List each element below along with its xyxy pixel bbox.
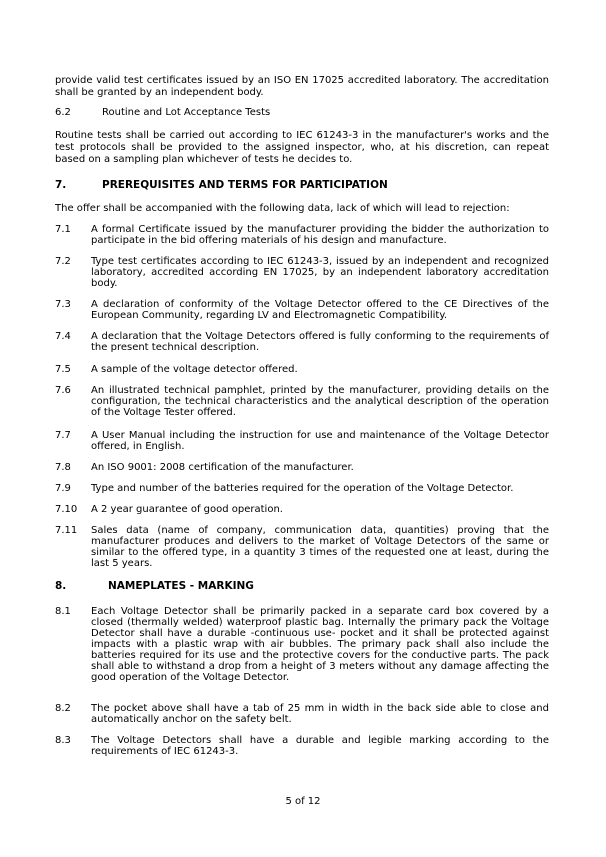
section-6-2-body: Routine tests shall be carried out according to IEC 61243-3 in the manufacturer's works and the test protocols shall be provided to the assigned inspector, who, at his discretion, can repeat based on a sampling plan whichever of tests he decides to. <box>55 130 549 165</box>
item-number: 7.6 <box>55 385 71 396</box>
list-item <box>55 606 549 683</box>
item-number: 7.11 <box>55 525 78 536</box>
list-item <box>55 224 549 246</box>
item-number: 8.3 <box>55 735 71 746</box>
list-item <box>55 331 549 353</box>
list-item <box>55 483 549 494</box>
list-item <box>55 462 549 473</box>
page-number: 5 of 12 <box>285 796 321 807</box>
section-7-heading <box>55 179 388 192</box>
intro-paragraph: provide valid test certificates issued by an ISO EN 17025 accredited laboratory. The accreditation shall be granted by an independent body. <box>55 75 549 98</box>
item-text: A 2 year guarantee of good operation. <box>91 504 283 515</box>
item-text: A formal Certificate issued by the manufacturer providing the bidder the authorization to participate in the bid offering materials of his design and manufacture. <box>91 224 549 246</box>
item-number: 7.9 <box>55 483 71 494</box>
list-item <box>55 256 549 289</box>
item-number: 7.10 <box>55 504 78 515</box>
item-text: An ISO 9001: 2008 certification of the manufacturer. <box>91 462 354 473</box>
item-text: Type test certificates according to IEC 61243-3, issued by an independent and recognized laboratory, accredited according EN 17025, by an independent laboratory accreditation body. <box>91 256 549 289</box>
item-text: Type and number of the batteries required for the operation of the Voltage Detector. <box>91 483 514 494</box>
item-number: 8.2 <box>55 703 71 714</box>
item-text: A sample of the voltage detector offered. <box>91 364 298 375</box>
section-title: NAMEPLATES - MARKING <box>108 580 254 592</box>
section-6-2-heading <box>55 107 270 119</box>
list-item <box>55 703 549 725</box>
section-title: Routine and Lot Acceptance Tests <box>102 107 271 118</box>
item-number: 7.5 <box>55 364 71 375</box>
section-7-intro: The offer shall be accompanied with the following data, lack of which will lead to rejection: <box>55 203 510 214</box>
item-number: 7.8 <box>55 462 71 473</box>
list-item <box>55 735 549 757</box>
item-number: 7.3 <box>55 299 71 310</box>
item-number: 7.2 <box>55 256 71 267</box>
item-text: Sales data (name of company, communication data, quantities) proving that the manufacturer produces and delivers to the market of Voltage Detectors of the same or similar to the offered type, in a quantity 3 times of the requested one at least, during the last 5 years. <box>91 525 549 569</box>
section-title: PREREQUISITES AND TERMS FOR PARTICIPATION <box>102 179 388 191</box>
item-text: Each Voltage Detector shall be primarily packed in a separate card box covered by a closed (thermally welded) waterproof plastic bag. Internally the primary pack the Voltage Detector shall have a durable -continuous use- pocket and it shall be protected against impacts with a plastic wrap with air bubbles. The primary pack shall also include the batteries required for its use and the protective covers for the conductive parts. The pack shall able to withstand a drop from a height of 3 meters without any damage affecting the good operation of the Voltage Detector. <box>91 606 549 683</box>
item-text: A declaration of conformity of the Voltage Detector offered to the CE Directives of the European Community, regarding LV and Electromagnetic Compatibility. <box>91 299 549 321</box>
list-item <box>55 364 549 375</box>
item-number: 7.1 <box>55 224 71 235</box>
item-text: The pocket above shall have a tab of 25 mm in width in the back side able to close and automatically anchor on the safety belt. <box>91 703 549 725</box>
item-text: A User Manual including the instruction for use and maintenance of the Voltage Detector offered, in English. <box>91 430 549 452</box>
list-item <box>55 525 549 569</box>
list-item <box>55 504 549 515</box>
list-item <box>55 299 549 321</box>
section-number: 6.2 <box>55 107 71 118</box>
item-number: 7.4 <box>55 331 71 342</box>
item-number: 7.7 <box>55 430 71 441</box>
list-item <box>55 385 549 418</box>
section-8-heading <box>55 580 254 593</box>
section-number: 7. <box>55 179 67 191</box>
list-item <box>55 430 549 452</box>
item-text: An illustrated technical pamphlet, printed by the manufacturer, providing details on the configuration, the technical characteristics and the analytical description of the operation of the Voltage Tester offered. <box>91 385 549 418</box>
item-number: 8.1 <box>55 606 71 617</box>
section-number: 8. <box>55 580 67 592</box>
item-text: The Voltage Detectors shall have a durable and legible marking according to the requirements of IEC 61243-3. <box>91 735 549 757</box>
item-text: A declaration that the Voltage Detectors offered is fully conforming to the requirements of the present technical description. <box>91 331 549 353</box>
